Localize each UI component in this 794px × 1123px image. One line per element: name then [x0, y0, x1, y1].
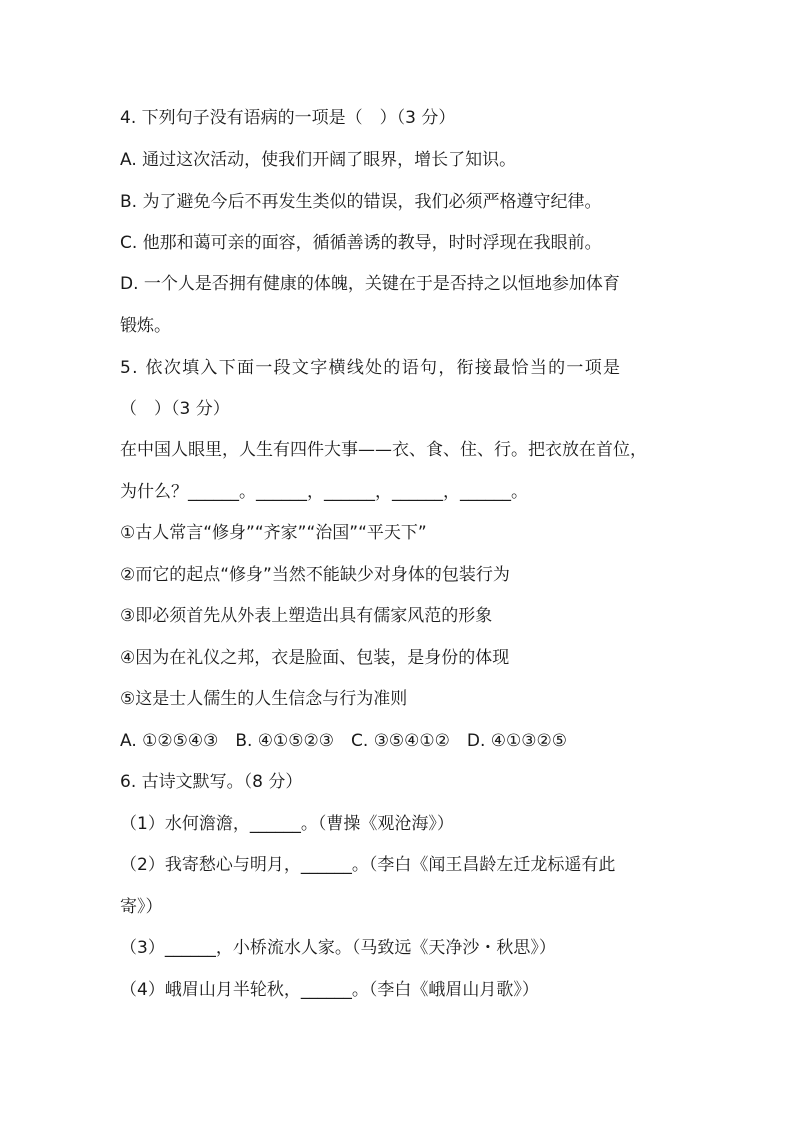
question-5-options: A. ①②⑤④③ B. ④①⑤②③ C. ③⑤④①② D. ④①③②⑤	[120, 731, 567, 751]
question-5-sentence-4: ④因为在礼仪之邦，衣是脸面、包装，是身份的体现	[120, 648, 510, 668]
question-4-stem: 4. 下列句子没有语病的一项是（ ）（3 分）	[120, 108, 456, 128]
question-5-sentence-1: ①古人常言“修身”“齐家”“治国”“平天下”	[120, 523, 427, 543]
question-6-item-3: （3）______，小桥流水人家。（马致远《天净沙・秋思》）	[120, 938, 556, 958]
question-6-item-2: （2）我寄愁心与明月，______。（李白《闻王昌龄左迁龙标遥有此	[120, 855, 616, 875]
question-6-item-2-cont: 寄》）	[120, 897, 163, 917]
question-5-stem-cont: （ ）（3 分）	[120, 399, 230, 419]
question-4-option-b: B. 为了避免今后不再发生类似的错误，我们必须严格遵守纪律。	[120, 192, 602, 212]
question-4-option-c: C. 他那和蔼可亲的面容，循循善诱的教导，时时浮现在我眼前。	[120, 233, 602, 253]
question-6-item-1: （1）水何澹澹，______。（曹操《观沧海》）	[120, 814, 454, 834]
question-5-sentence-2: ②而它的起点“修身”当然不能缺少对身体的包装行为	[120, 565, 510, 585]
question-5-sentence-5: ⑤这是士人儒生的人生信念与行为准则	[120, 689, 408, 709]
question-5-passage-cont: 为什么？______。______，______，______，______。	[120, 482, 528, 502]
question-4-option-a: A. 通过这次活动，使我们开阔了眼界，增长了知识。	[120, 150, 517, 170]
question-6-stem: 6. 古诗文默写。（8 分）	[120, 772, 303, 792]
question-5-stem: 5. 依次填入下面一段文字横线处的语句，衔接最恰当的一项是	[120, 358, 622, 378]
question-5-sentence-3: ③即必须首先从外表上塑造出具有儒家风范的形象	[120, 606, 493, 626]
question-5-passage: 在中国人眼里，人生有四件大事——衣、食、住、行。把衣放在首位，	[120, 440, 647, 460]
question-4-option-d-cont: 锻炼。	[120, 316, 171, 336]
question-6-item-4: （4）峨眉山月半轮秋，______。（李白《峨眉山月歌》）	[120, 980, 539, 1000]
question-4-option-d: D. 一个人是否拥有健康的体魄，关键在于是否持之以恒地参加体育	[120, 274, 620, 294]
